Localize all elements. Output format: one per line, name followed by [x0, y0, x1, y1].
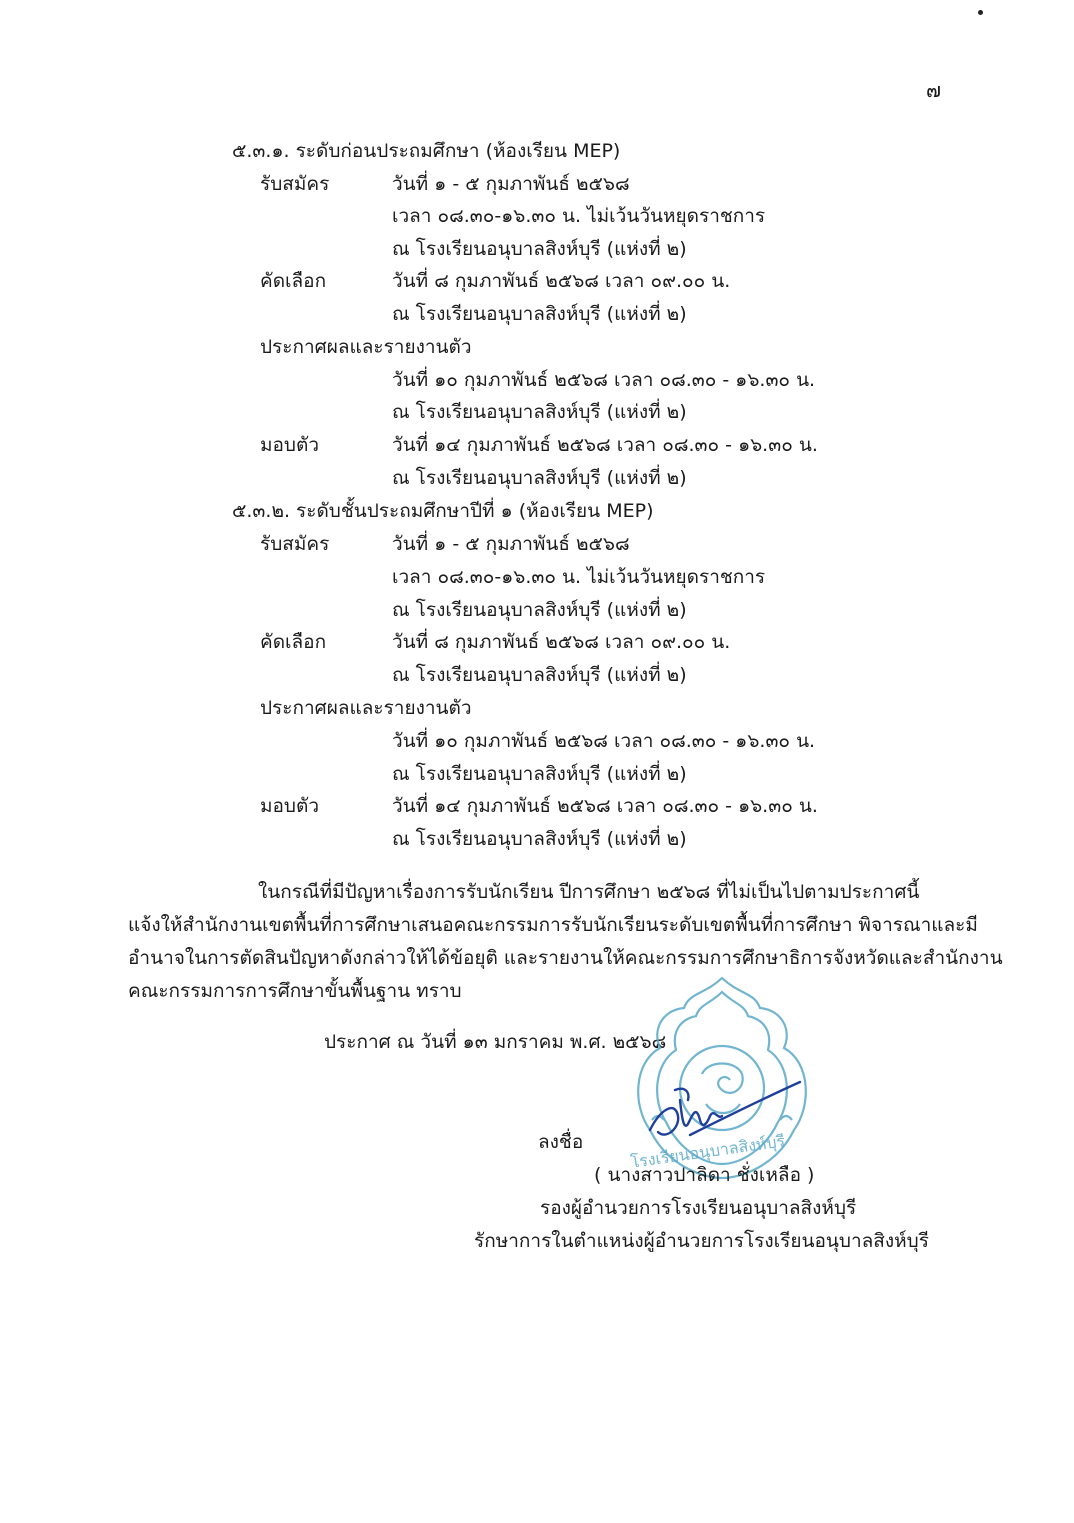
paragraph-line: แจ้งให้สำนักงานเขตพื้นที่การศึกษาเสนอคณะกรรมการรับนักเรียนระดับเขตพื้นที่การศึกษา พิจารณาและมี [128, 914, 978, 936]
item-line: วันที่ ๘ กุมภาพันธ์ ๒๕๖๘ เวลา ๐๙.๐๐ น. [392, 631, 731, 653]
item-line: ณ โรงเรียนอนุบาลสิงห์บุรี (แห่งที่ ๒) [392, 467, 687, 489]
item-line: วันที่ ๑๔ กุมภาพันธ์ ๒๕๖๘ เวลา ๐๘.๓๐ - ๑๖.๓๐ น. [392, 795, 818, 817]
item-line: วันที่ ๘ กุมภาพันธ์ ๒๕๖๘ เวลา ๐๙.๐๐ น. [392, 270, 731, 292]
paragraph-line: อำนาจในการตัดสินปัญหาดังกล่าวให้ได้ข้อยุติ และรายงานให้คณะกรรมการศึกษาธิการจังหวัดและสำนักงาน [128, 947, 1003, 969]
item-line: วันที่ ๑๐ กุมภาพันธ์ ๒๕๖๘ เวลา ๐๘.๓๐ - ๑๖.๓๐ น. [392, 730, 816, 752]
item-line: ณ โรงเรียนอนุบาลสิงห์บุรี (แห่งที่ ๒) [392, 303, 687, 325]
item-label: มอบตัว [260, 795, 320, 817]
announce-date: ประกาศ ณ วันที่ ๑๓ มกราคม พ.ศ. ๒๕๖๘ [324, 1031, 667, 1053]
item-line: ณ โรงเรียนอนุบาลสิงห์บุรี (แห่งที่ ๒) [392, 763, 687, 785]
item-label: ประกาศผลและรายงานตัว [260, 336, 472, 358]
item-line: เวลา ๐๘.๓๐-๑๖.๓๐ น. ไม่เว้นวันหยุดราชการ [392, 566, 766, 588]
item-line: ณ โรงเรียนอนุบาลสิงห์บุรี (แห่งที่ ๒) [392, 664, 687, 686]
item-line: วันที่ ๑ - ๕ กุมภาพันธ์ ๒๕๖๘ [392, 173, 630, 195]
page-number: ๗ [926, 78, 942, 102]
item-line: ณ โรงเรียนอนุบาลสิงห์บุรี (แห่งที่ ๒) [392, 599, 687, 621]
signer-position: รองผู้อำนวยการโรงเรียนอนุบาลสิงห์บุรี [540, 1197, 857, 1219]
seal-text: โรงเรียนอนุบาลสิงห์บุรี [629, 1131, 787, 1172]
signature-mark [630, 1060, 810, 1150]
item-label: รับสมัคร [260, 173, 330, 195]
item-label: มอบตัว [260, 434, 320, 456]
item-line: วันที่ ๑๐ กุมภาพันธ์ ๒๕๖๘ เวลา ๐๘.๓๐ - ๑๖.๓๐ น. [392, 369, 816, 391]
item-line: ณ โรงเรียนอนุบาลสิงห์บุรี (แห่งที่ ๒) [392, 238, 687, 260]
signer-name: ( นางสาวปาลิดา ชั่งเหลือ ) [594, 1164, 815, 1186]
item-label: คัดเลือก [260, 631, 327, 653]
signer-acting-position: รักษาการในตำแหน่งผู้อำนวยการโรงเรียนอนุบาลสิงห์บุรี [474, 1230, 929, 1252]
item-line: ณ โรงเรียนอนุบาลสิงห์บุรี (แห่งที่ ๒) [392, 401, 687, 423]
paragraph-line: ในกรณีที่มีปัญหาเรื่องการรับนักเรียน ปีการศึกษา ๒๕๖๘ ที่ไม่เป็นไปตามประกาศนี้ [258, 881, 920, 903]
item-line: ณ โรงเรียนอนุบาลสิงห์บุรี (แห่งที่ ๒) [392, 828, 687, 850]
scan-speck [978, 10, 983, 15]
item-line: วันที่ ๑๔ กุมภาพันธ์ ๒๕๖๘ เวลา ๐๘.๓๐ - ๑๖.๓๐ น. [392, 434, 818, 456]
paragraph-line: คณะกรรมการการศึกษาขั้นพื้นฐาน ทราบ [128, 980, 462, 1002]
section-heading: ๕.๓.๑. ระดับก่อนประถมศึกษา (ห้องเรียน MEP) [232, 140, 621, 162]
item-line: วันที่ ๑ - ๕ กุมภาพันธ์ ๒๕๖๘ [392, 533, 630, 555]
item-line: เวลา ๐๘.๓๐-๑๖.๓๐ น. ไม่เว้นวันหยุดราชการ [392, 205, 766, 227]
item-label: รับสมัคร [260, 533, 330, 555]
item-label: คัดเลือก [260, 270, 327, 292]
item-label: ประกาศผลและรายงานตัว [260, 697, 472, 719]
section-heading: ๕.๓.๒. ระดับชั้นประถมศึกษาปีที่ ๑ (ห้องเรียน MEP) [232, 500, 654, 522]
sign-label: ลงชื่อ [538, 1131, 584, 1153]
